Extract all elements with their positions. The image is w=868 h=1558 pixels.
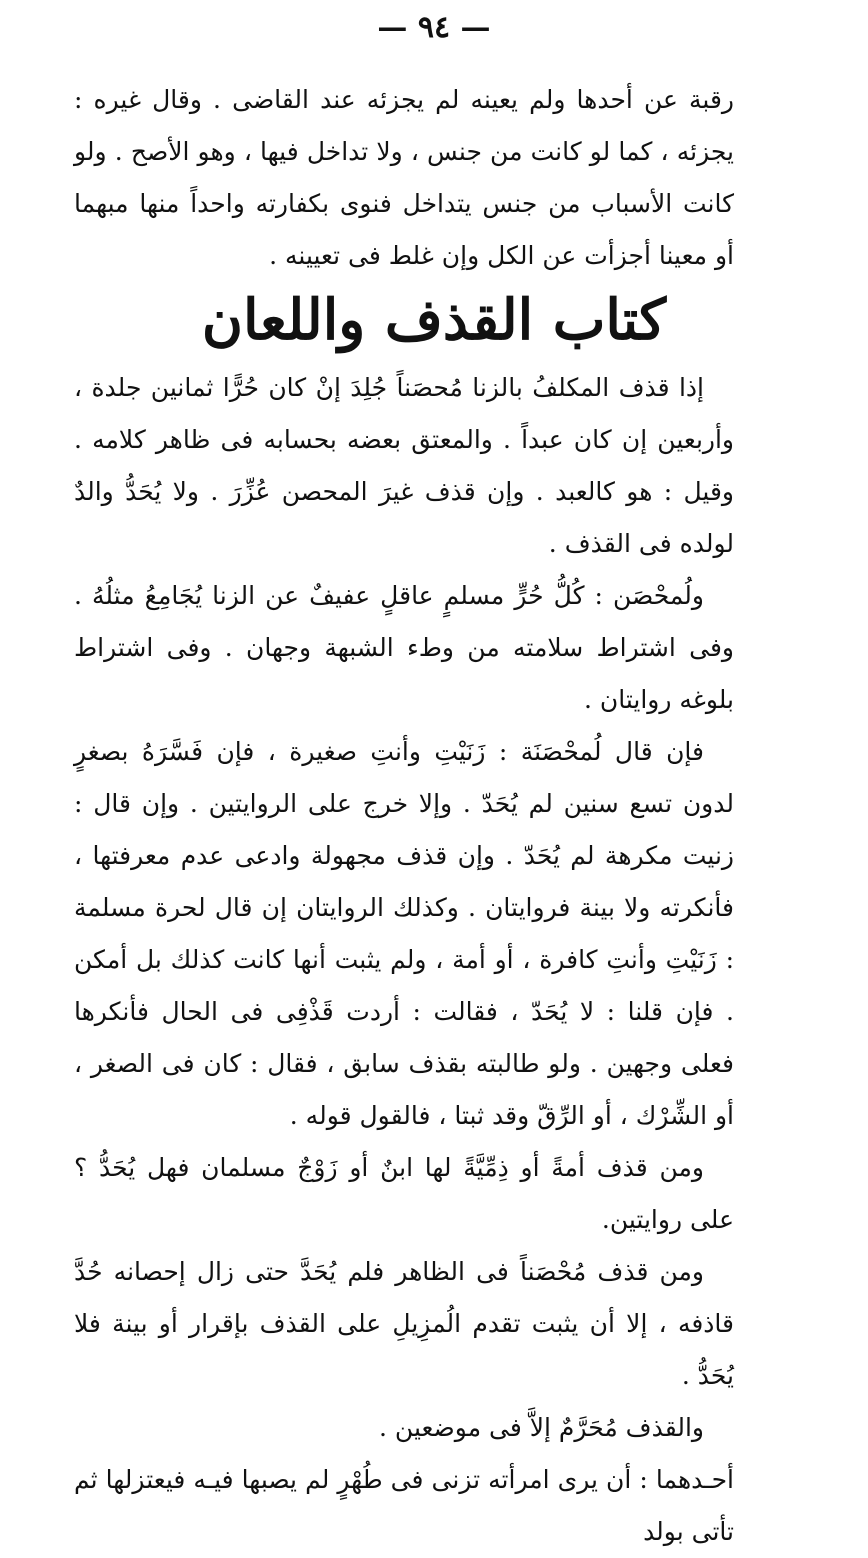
intro-paragraph: رقبة عن أحدها ولم يعينه لم يجزئه عند القاضى . وقال غيره : يجزئه ، كما لو كانت من جنس ، ولا تداخل فيها ، وهو الأصح . ولو كانت الأسباب من جنس يتداخل فنوى بكفارته واحداً منها مبهما أو معينا أجزأت عن الكل وإن غلط فى تعيينه . <box>74 85 734 270</box>
intro-section <box>74 74 734 282</box>
paragraph-muhsana-cases: فإن قال لُمحْصَنَة : زَنَيْتِ وأنتِ صغيرة ، فإن فَسَّرَهُ بصغرٍ لدون تسع سنين لم يُحَدّ . وإلا خرج على الروايتين . وإن قال : زنيت مكرهة لم يُحَدّ . وإن قذف مجهولة وادعى عدم معرفتها ، فأنكرته ولا بينة فروايتان . وكذلك الروايتان إن قال لحرة مسلمة : زَنَيْتِ وأنتِ كافرة ، أو أمة ، ولم يثبت أنها كانت كذلك بل أمكن . فإن قلنا : لا يُحَدّ ، فقالت : أردت قَذْفِى فى الحال فأنكرها فعلى وجهين . ولو طالبته بقذف سابق ، فقال : كان فى الصغر ، أو الشِّرْك ، أو الرِّقّ وقد ثبتا ، فالقول قوله . <box>74 737 734 1130</box>
chapter-title: كتاب القذف واللعان <box>201 287 667 353</box>
chapter-body <box>74 362 734 1558</box>
paragraph-qadhf-ruling: إذا قذف المكلفُ بالزنا مُحصَناً جُلِدَ إنْ كان حُرًّا ثمانين جلدة ، وأربعين إن كان عبداً . والمعتق بعضه بحسابه فى ظاهر كلامه . وقيل : هو كالعبد . وإن قذف غيرَ المحصن عُزِّرَ . ولا يُحَدُّ والدٌ لولده فى القذف . <box>74 373 734 558</box>
paragraph-qadhf-forbidden: والقذف مُحَرَّمٌ إلاَّ فى موضعين . <box>379 1413 704 1442</box>
page-number: — ٩٤ — <box>377 10 491 45</box>
paragraph-amah-dhimmiyyah: ومن قذف أمةً أو ذِمِّيَّةً لها ابنٌ أو زَوْجٌ مسلمان فهل يُحَدُّ ؟ على روايتين. <box>74 1153 734 1234</box>
paragraph-first-case: أحـدهما : أن يرى امرأته تزنى فى طُهْرٍ لم يصبها فيـه فيعتزلها ثم تأتى بولد <box>74 1465 734 1546</box>
paragraph-ihsan-removed: ومن قذف مُحْصَناً فى الظاهر فلم يُحَدَّ حتى زال إحصانه حُدَّ قاذفه ، إلا أن يثبت تقدم الُمزِيلِ على القذف بإقرار أو بينة فلا يُحَدُّ . <box>74 1257 734 1390</box>
paragraph-muhsan-definition: ولُمحْصَن : كُلُّ حُرٍّ مسلمٍ عاقلٍ عفيفٌ عن الزنا يُجَامِعُ مثلُهُ . وفى اشتراط سلامته من وطء الشبهة وجهان . وفى اشتراط بلوغه روايتان . <box>74 581 734 714</box>
